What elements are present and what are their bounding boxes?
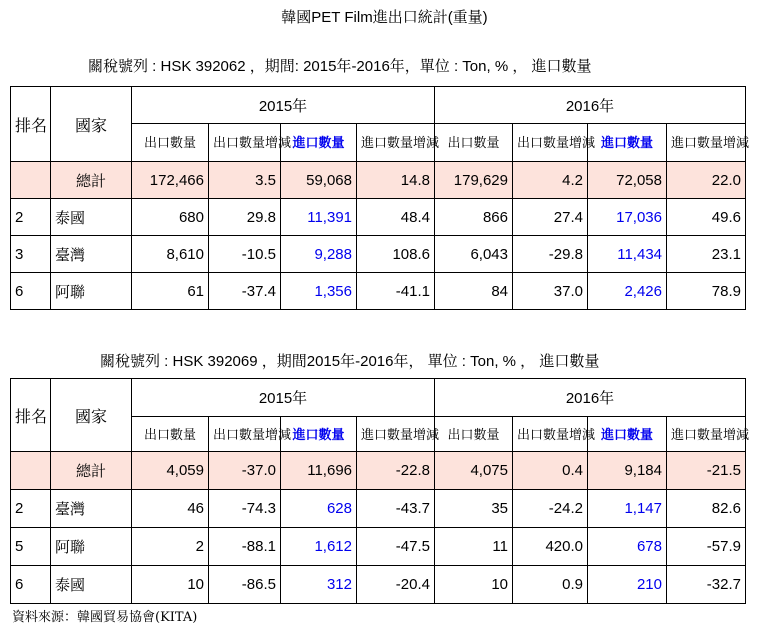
country-cell: 總計 [51,452,132,490]
value-cell: 3.5 [209,162,281,199]
value-cell: 6,043 [435,236,513,273]
value-cell: -20.4 [357,566,435,604]
value-cell: 210 [588,566,667,604]
country-cell: 總計 [51,162,132,199]
year-header-2015: 2015年 [132,379,435,417]
value-cell: 72,058 [588,162,667,199]
value-cell: 0.4 [513,452,588,490]
table-row [11,273,746,310]
year-header-2016: 2016年 [435,87,746,124]
value-cell: 46 [132,490,209,528]
value-cell: 59,068 [281,162,357,199]
value-cell: 37.0 [513,273,588,310]
header-row-years [11,379,746,417]
country-header: 國家 [51,379,132,452]
country-cell: 泰國 [51,199,132,236]
value-cell: 9,288 [281,236,357,273]
value-cell: 84 [435,273,513,310]
value-cell: -47.5 [357,528,435,566]
value-cell: -41.1 [357,273,435,310]
country-cell: 阿聯 [51,273,132,310]
country-cell: 臺灣 [51,236,132,273]
country-header: 國家 [51,87,132,162]
value-cell: 172,466 [132,162,209,199]
rank-cell: 6 [11,566,51,604]
value-cell: 4.2 [513,162,588,199]
value-cell: -74.3 [209,490,281,528]
value-cell: 22.0 [667,162,746,199]
value-cell: 0.9 [513,566,588,604]
value-cell: 179,629 [435,162,513,199]
value-cell: 10 [435,566,513,604]
value-cell: 1,356 [281,273,357,310]
column-header: 進口數量增減 [667,124,746,162]
value-cell: 78.9 [667,273,746,310]
rank-cell [11,162,51,199]
value-cell: -86.5 [209,566,281,604]
column-header: 出口數量增減 [513,417,588,452]
source-note: 資料來源：韓國貿易協會(KITA) [12,610,198,625]
rank-cell: 2 [11,199,51,236]
value-cell: 628 [281,490,357,528]
value-cell: 27.4 [513,199,588,236]
column-header: 進口數量 [281,417,357,452]
value-cell: 35 [435,490,513,528]
rank-cell: 6 [11,273,51,310]
value-cell: -57.9 [667,528,746,566]
value-cell: 312 [281,566,357,604]
value-cell: 8,610 [132,236,209,273]
year-header-2016: 2016年 [435,379,746,417]
table-row [11,528,746,566]
country-cell: 臺灣 [51,490,132,528]
column-header: 出口數量 [132,417,209,452]
table-row [11,566,746,604]
value-cell: 2 [132,528,209,566]
value-cell: 10 [132,566,209,604]
country-cell: 阿聯 [51,528,132,566]
rank-cell [11,452,51,490]
value-cell: 2,426 [588,273,667,310]
value-cell: 17,036 [588,199,667,236]
value-cell: 82.6 [667,490,746,528]
page-title: 韓國PET Film進出口統計(重量) [281,9,488,26]
value-cell: -10.5 [209,236,281,273]
value-cell: -37.0 [209,452,281,490]
value-cell: -37.4 [209,273,281,310]
rank-cell: 3 [11,236,51,273]
value-cell: 4,075 [435,452,513,490]
column-header: 出口數量增減 [513,124,588,162]
total-row [11,452,746,490]
year-header-2015: 2015年 [132,87,435,124]
column-header: 進口數量 [588,417,667,452]
rank-cell: 5 [11,528,51,566]
country-cell: 泰國 [51,566,132,604]
table-row [11,236,746,273]
column-header: 出口數量增減 [209,417,281,452]
table-row [11,490,746,528]
table-hsk-392062 [10,86,750,310]
value-cell: 11 [435,528,513,566]
column-header: 進口數量增減 [667,417,746,452]
column-header: 出口數量 [435,417,513,452]
value-cell: -22.8 [357,452,435,490]
value-cell: -29.8 [513,236,588,273]
table-2-subtitle: 關稅號列 : HSK 392069 ，期間2015年-2016年， 單位 : Ton, % ， 進口數量 [100,353,600,370]
value-cell: -43.7 [357,490,435,528]
value-cell: -21.5 [667,452,746,490]
value-cell: 11,391 [281,199,357,236]
rank-header: 排名 [11,87,51,162]
rank-header: 排名 [11,379,51,452]
value-cell: 11,696 [281,452,357,490]
value-cell: -24.2 [513,490,588,528]
value-cell: 29.8 [209,199,281,236]
rank-cell: 2 [11,490,51,528]
value-cell: 108.6 [357,236,435,273]
value-cell: 4,059 [132,452,209,490]
value-cell: 9,184 [588,452,667,490]
column-header: 出口數量 [435,124,513,162]
value-cell: 61 [132,273,209,310]
value-cell: 23.1 [667,236,746,273]
column-header: 進口數量 [588,124,667,162]
value-cell: 678 [588,528,667,566]
table-1-subtitle: 關稅號列 : HSK 392062 ，期間: 2015年-2016年，單位 : Ton, % ， 進口數量 [88,58,592,75]
column-header: 進口數量 [281,124,357,162]
value-cell: -32.7 [667,566,746,604]
value-cell: 1,612 [281,528,357,566]
total-row [11,162,746,199]
column-header: 進口數量增減 [357,417,435,452]
column-header: 出口數量增減 [209,124,281,162]
column-header: 進口數量增減 [357,124,435,162]
column-header: 出口數量 [132,124,209,162]
value-cell: 14.8 [357,162,435,199]
value-cell: 11,434 [588,236,667,273]
value-cell: 49.6 [667,199,746,236]
value-cell: 1,147 [588,490,667,528]
table-hsk-392069 [10,378,750,604]
header-row-years [11,87,746,124]
value-cell: 48.4 [357,199,435,236]
value-cell: -88.1 [209,528,281,566]
table-row [11,199,746,236]
value-cell: 680 [132,199,209,236]
value-cell: 420.0 [513,528,588,566]
value-cell: 866 [435,199,513,236]
